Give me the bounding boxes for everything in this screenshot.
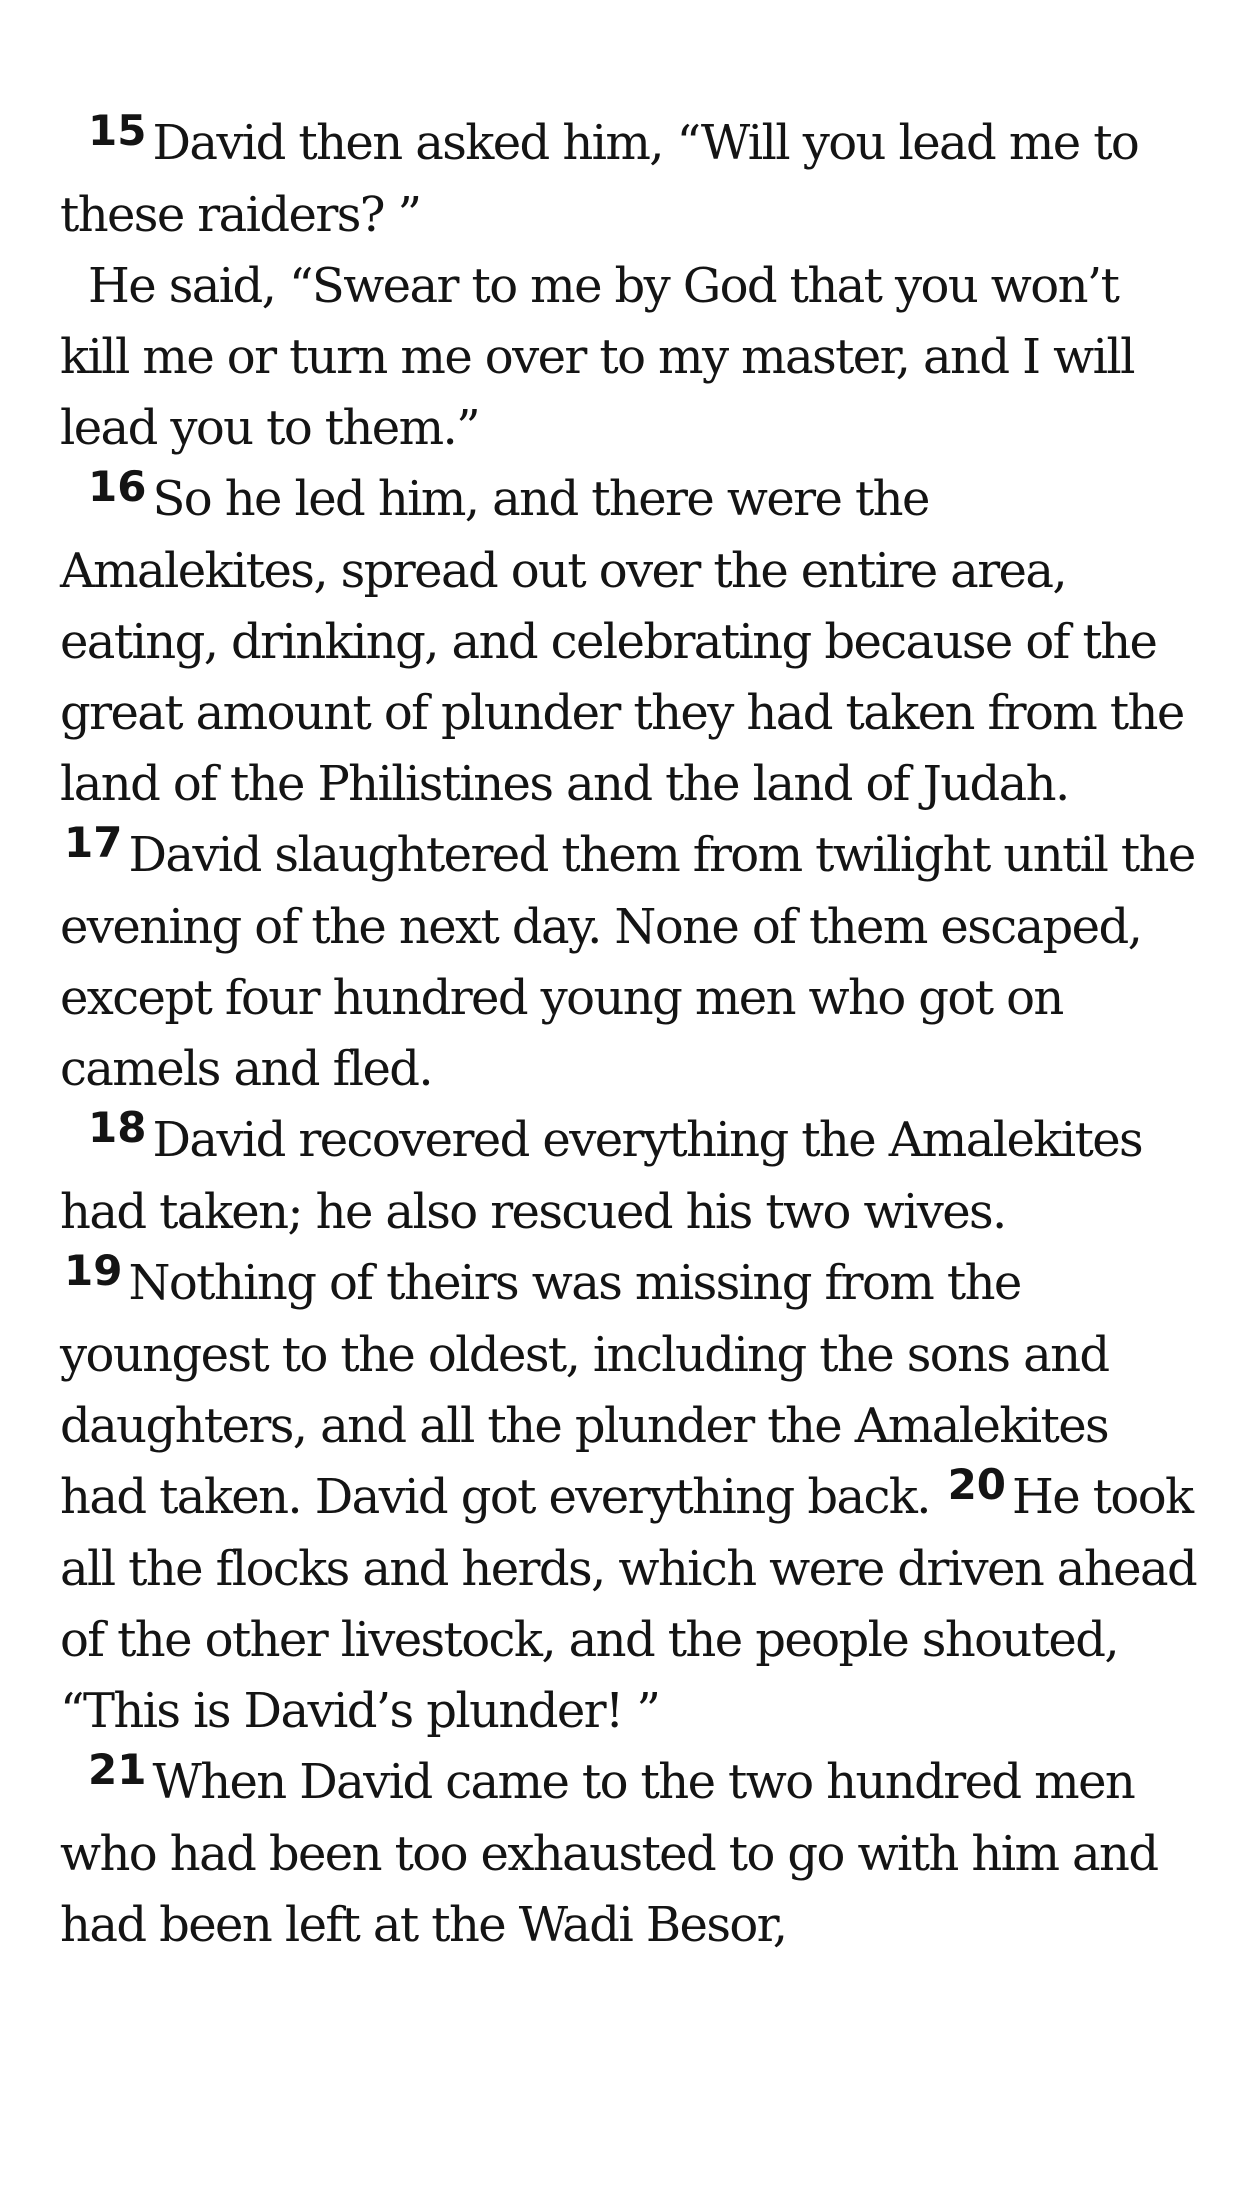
verse-number-21[interactable]: 21 <box>88 1745 147 1794</box>
verse-text-18: David recovered everything the Amalekites had taken; he also rescued his two wives. <box>60 1112 1143 1240</box>
verse-text-16: So he led him, and there were the Amalekites, spread out over the entire area, eating, drinking, and celebrating because of the great amount of plunder they had taken from the land of the Philistines and the land of Judah. <box>60 471 1184 812</box>
reader-page <box>60 108 1200 1961</box>
verse-number-17[interactable]: 17 <box>64 818 123 867</box>
paragraph-verse-18 <box>60 1105 1200 1747</box>
verse-number-18[interactable]: 18 <box>88 1103 147 1152</box>
verse-text-17: David slaughtered them from twilight until the evening of the next day. None of them escaped, except four hundred young men who got on camels and fled. <box>60 827 1195 1097</box>
verse-text-19: Nothing of theirs was missing from the youngest to the oldest, including the sons and daughters, and all the plunder the Amalekites had taken. David got everything back. <box>60 1255 1109 1525</box>
verse-number-20[interactable]: 20 <box>947 1460 1007 1509</box>
paragraph-verse-16 <box>60 464 1200 1105</box>
paragraph-verse-21 <box>60 1747 1200 1961</box>
paragraph-verse-15 <box>60 108 1200 251</box>
verse-number-19[interactable]: 19 <box>64 1246 123 1295</box>
verse-number-16[interactable]: 16 <box>88 462 147 511</box>
verse-text-15: David then asked him, “Will you lead me to these raiders? ” <box>60 115 1139 243</box>
verse-text-20: He took all the flocks and herds, which were driven ahead of the other livestock, and the people shouted, “This is David’s plunder! ” <box>60 1469 1197 1739</box>
verse-number-15[interactable]: 15 <box>88 106 147 155</box>
paragraph-verse-15-reply <box>60 251 1200 464</box>
verse-text-15-reply: He said, “Swear to me by God that you won’t kill me or turn me over to my master, and I will lead you to them.” <box>60 258 1134 456</box>
verse-text-21: When David came to the two hundred men who had been too exhausted to go with him and had been left at the Wadi Besor, <box>60 1754 1158 1953</box>
